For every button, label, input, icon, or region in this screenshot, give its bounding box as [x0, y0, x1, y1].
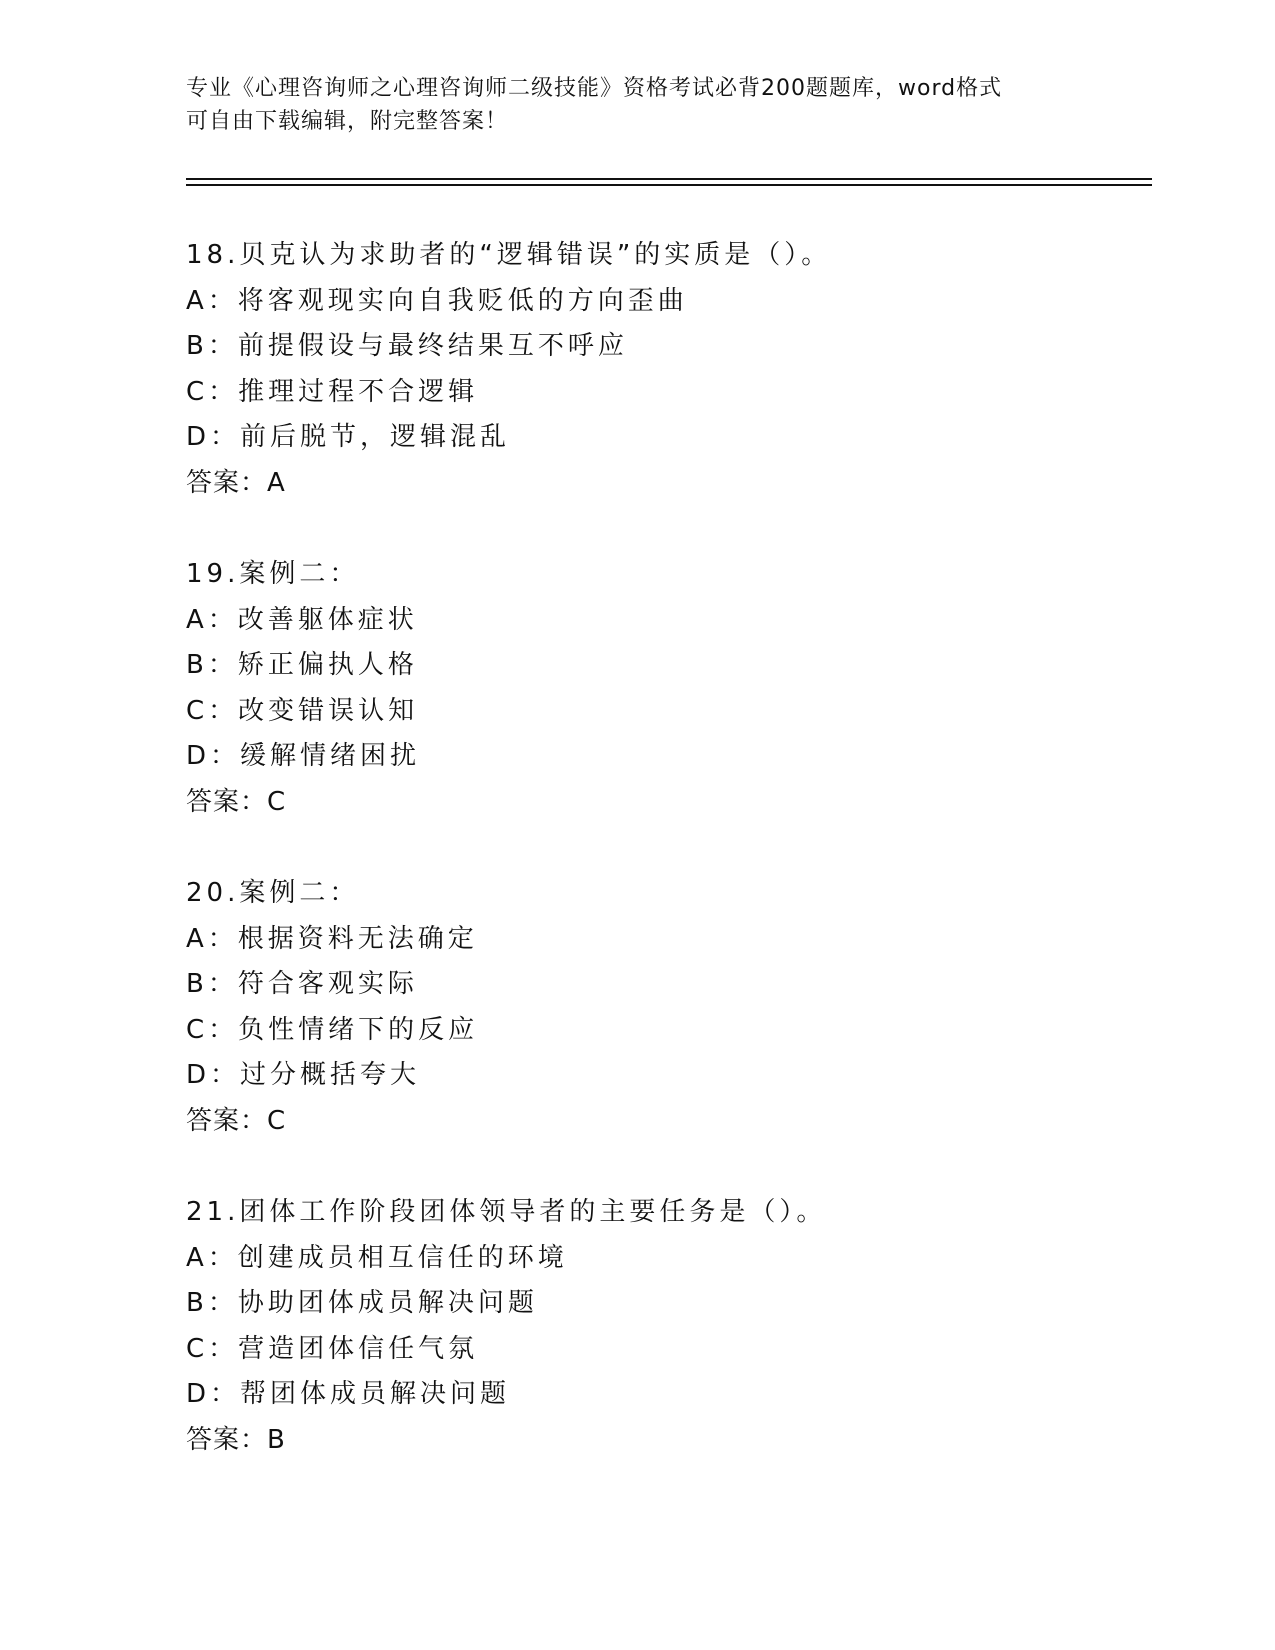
option-a: A：创建成员相互信任的环境 [186, 1242, 568, 1273]
option-a: A：根据资料无法确定 [186, 923, 478, 954]
answer-line: 答案：C [186, 1105, 287, 1136]
header-line-2: 可自由下载编辑，附完整答案！ [186, 109, 509, 134]
question-title: 20.案例二： [186, 878, 360, 908]
option-d: D：过分概括夸大 [186, 1060, 421, 1090]
option-b: B：前提假设与最终结果互不呼应 [186, 331, 628, 361]
option-b: B：协助团体成员解决问题 [186, 1288, 538, 1318]
option-b: B：符合客观实际 [186, 969, 418, 999]
question-title: 21.团体工作阶段团体领导者的主要任务是（）。 [186, 1197, 827, 1227]
answer-line: 答案：B [186, 1424, 286, 1455]
option-c: C：负性情绪下的反应 [186, 1014, 479, 1045]
answer-line: 答案：C [186, 786, 287, 817]
option-d: D：缓解情绪困扰 [186, 741, 421, 771]
question-title: 18.贝克认为求助者的“逻辑错误”的实质是（）。 [186, 240, 832, 270]
question-20 [186, 871, 1146, 1144]
option-c: C：推理过程不合逻辑 [186, 376, 479, 407]
header-divider-bottom [186, 184, 1152, 186]
option-c: C：营造团体信任气氛 [186, 1333, 479, 1364]
option-d: D：前后脱节，逻辑混乱 [186, 422, 511, 452]
option-d: D：帮团体成员解决问题 [186, 1379, 511, 1409]
option-a: A：将客观现实向自我贬低的方向歪曲 [186, 285, 688, 316]
question-title: 19.案例二： [186, 559, 360, 589]
document-header [186, 72, 1086, 138]
option-c: C：改变错误认知 [186, 695, 419, 726]
option-b: B：矫正偏执人格 [186, 650, 418, 680]
header-line-1: 专业《心理咨询师之心理咨询师二级技能》资格考试必背200题题库，word格式 [186, 76, 1003, 101]
question-18 [186, 233, 1146, 506]
header-divider-top [186, 178, 1152, 180]
option-a: A：改善躯体症状 [186, 604, 418, 635]
question-21 [186, 1190, 1146, 1463]
question-19 [186, 552, 1146, 825]
answer-line: 答案：A [186, 467, 286, 498]
